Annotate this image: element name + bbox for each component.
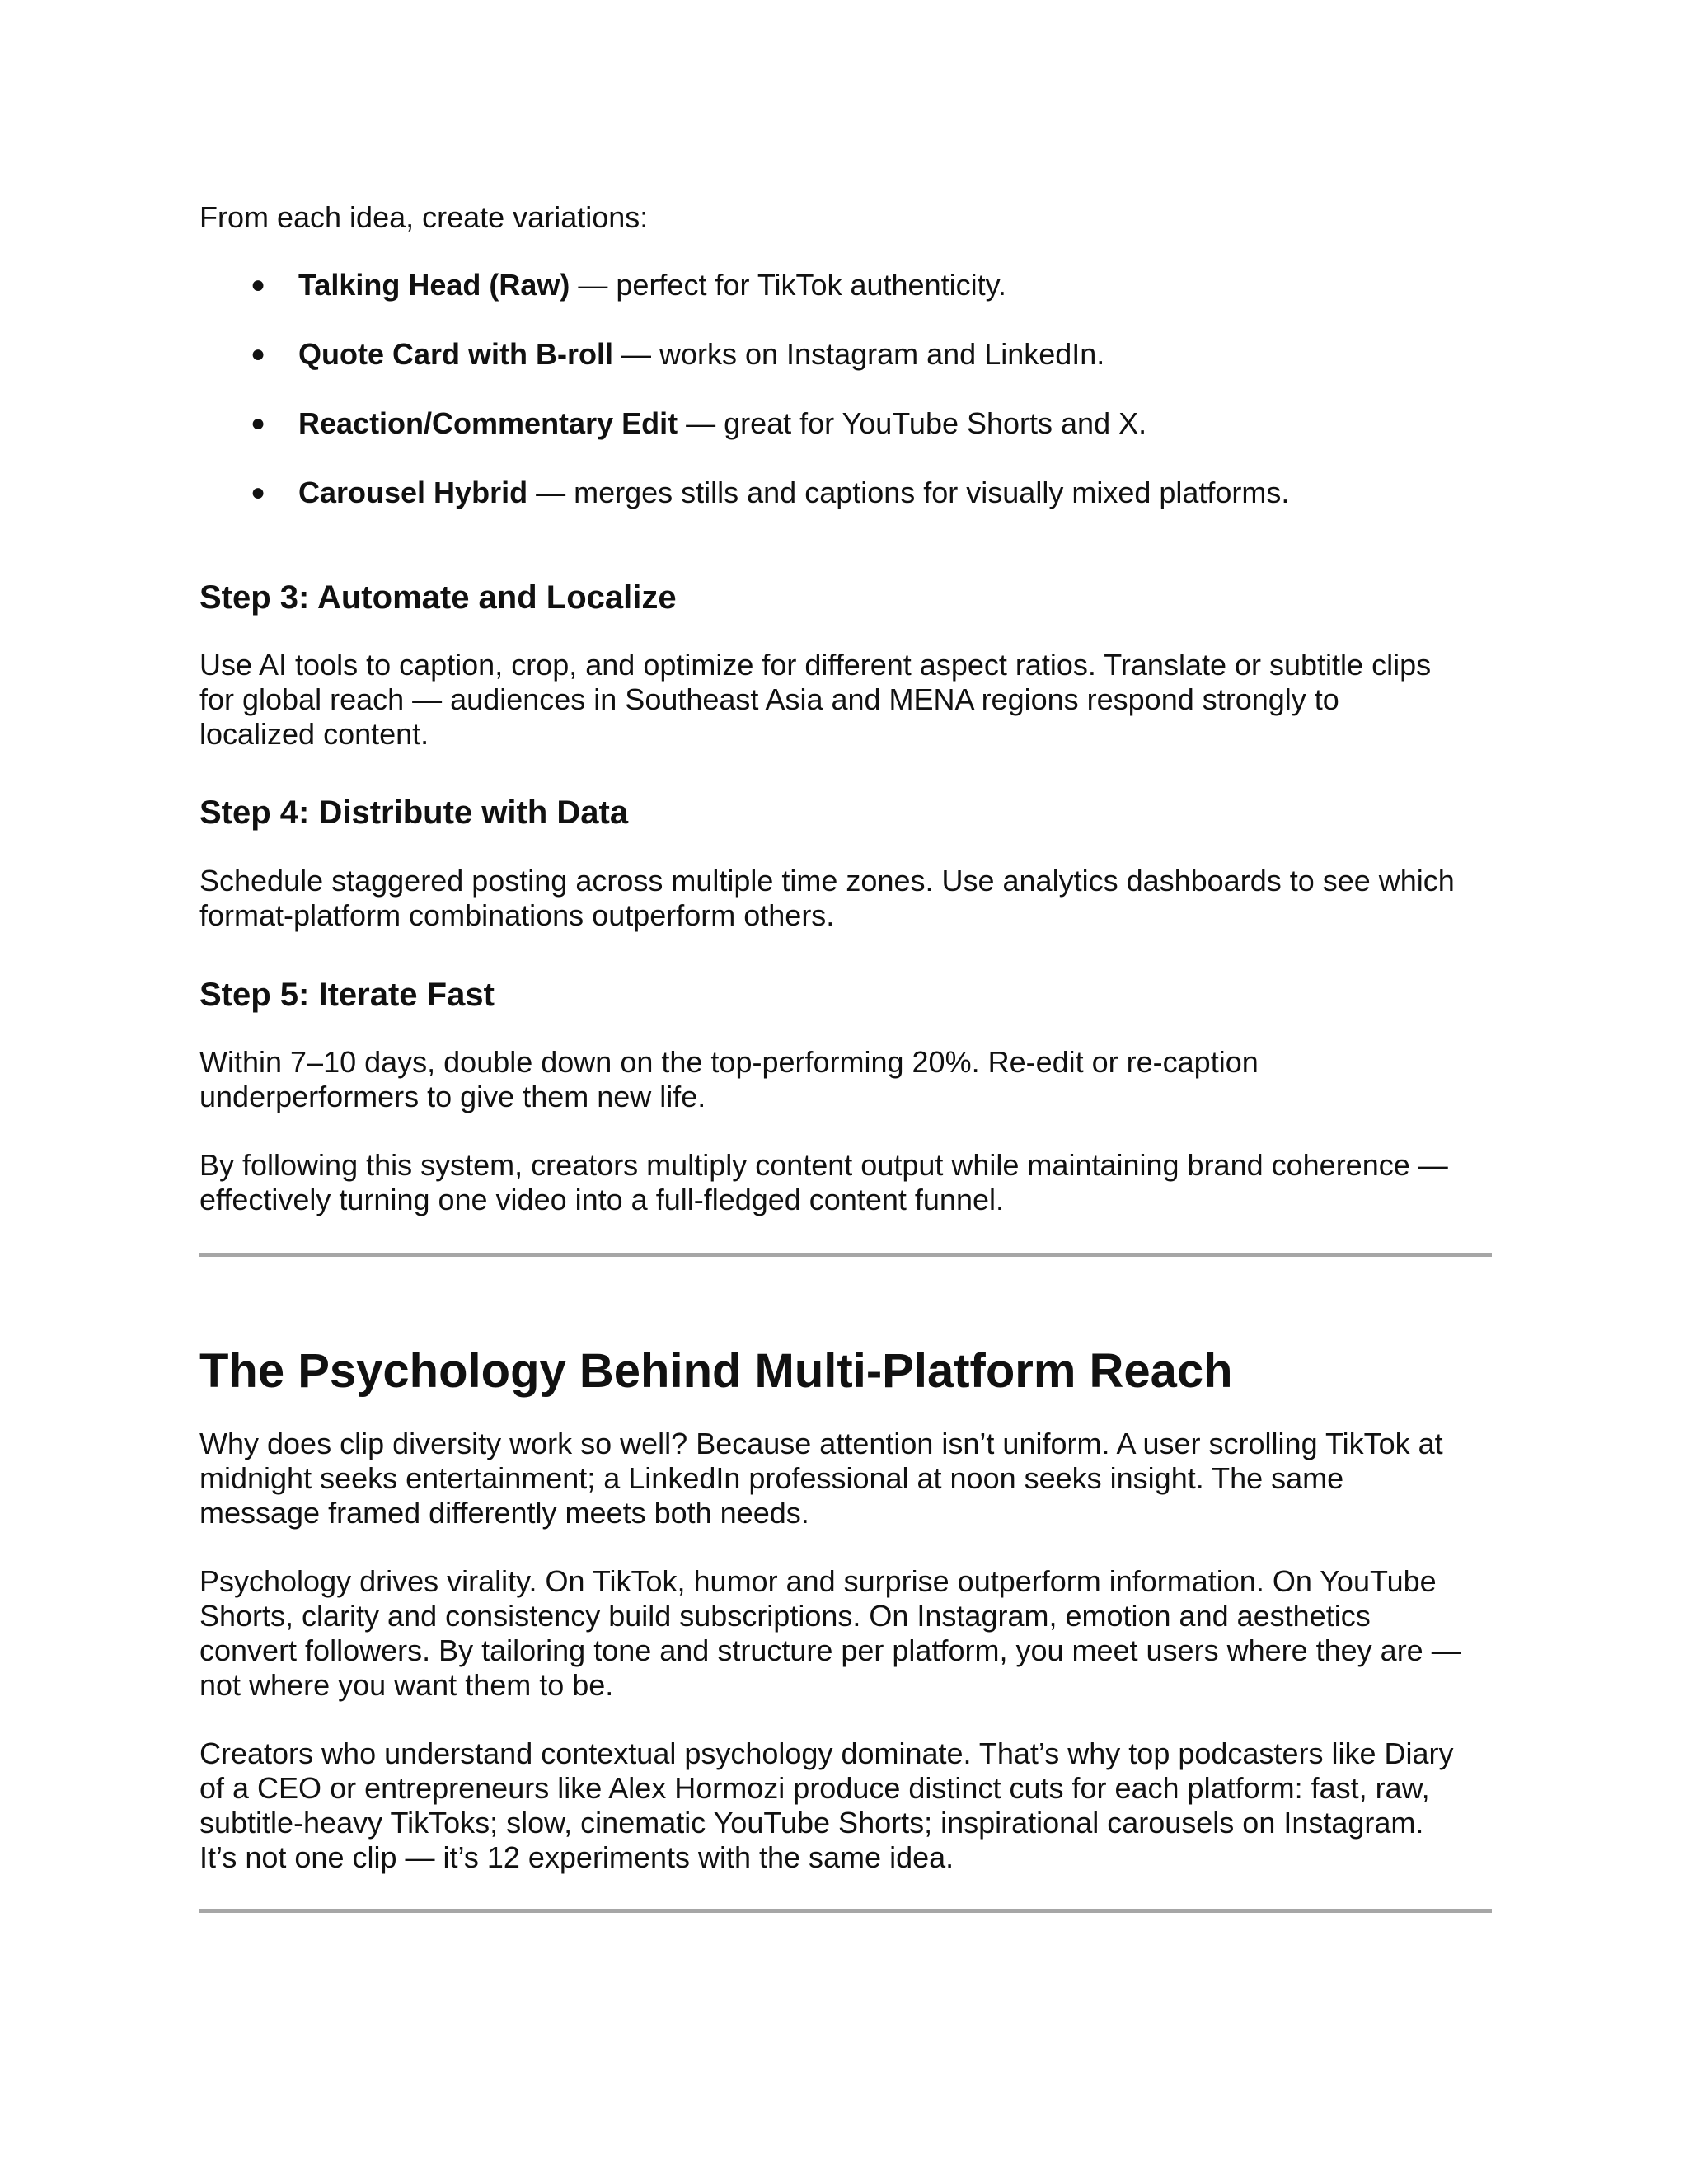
variations-list — [199, 268, 1289, 545]
variation-title: Carousel Hybrid — [298, 476, 528, 509]
text-line: message framed differently meets both needs. — [199, 1496, 809, 1530]
step5-paragraph — [199, 1045, 1492, 1114]
text-line: By following this system, creators multiply content output while maintaining brand coherence — — [199, 1148, 1448, 1182]
bullet-icon: ● — [251, 410, 266, 437]
text-line: It’s not one clip — it’s 12 experiments with the same idea. — [199, 1840, 954, 1874]
psychology-paragraph-3 — [199, 1736, 1492, 1875]
bullet-icon: ● — [251, 340, 266, 368]
list-item — [199, 476, 1289, 510]
psychology-paragraph-1 — [199, 1427, 1492, 1530]
step5-heading: Step 5: Iterate Fast — [199, 977, 495, 1013]
list-item — [199, 268, 1289, 302]
step3-paragraph — [199, 648, 1492, 752]
text-line: of a CEO or entrepreneurs like Alex Hormozi produce distinct cuts for each platform: fast, raw, — [199, 1771, 1430, 1805]
step3-heading: Step 3: Automate and Localize — [199, 579, 677, 616]
psychology-paragraph-2 — [199, 1564, 1492, 1703]
variation-title: Quote Card with B-roll — [298, 337, 613, 371]
text-line: convert followers. By tailoring tone and structure per platform, you meet users where they are — — [199, 1633, 1461, 1667]
section-divider — [199, 1253, 1492, 1257]
list-item — [199, 337, 1289, 372]
bullet-icon: ● — [251, 271, 266, 298]
text-line: Within 7–10 days, double down on the top-performing 20%. Re-edit or re-caption — [199, 1045, 1259, 1079]
variation-desc: — works on Instagram and LinkedIn. — [613, 337, 1105, 371]
step4-paragraph — [199, 864, 1492, 933]
variation-desc: — perfect for TikTok authenticity. — [570, 268, 1006, 302]
variation-desc: — great for YouTube Shorts and X. — [678, 406, 1147, 440]
text-line: Psychology drives virality. On TikTok, humor and surprise outperform information. On YouTube — [199, 1564, 1437, 1598]
step4-heading: Step 4: Distribute with Data — [199, 794, 629, 831]
text-line: effectively turning one video into a full-fledged content funnel. — [199, 1183, 1004, 1216]
text-line: Creators who understand contextual psychology dominate. That’s why top podcasters like Diary — [199, 1736, 1454, 1770]
intro-text: From each idea, create variations: — [199, 200, 649, 234]
section-heading: The Psychology Behind Multi-Platform Reach — [199, 1344, 1233, 1398]
text-line: not where you want them to be. — [199, 1668, 614, 1702]
text-line: Shorts, clarity and consistency build subscriptions. On Instagram, emotion and aesthetics — [199, 1599, 1371, 1633]
text-line: underperformers to give them new life. — [199, 1080, 706, 1113]
text-line: localized content. — [199, 717, 429, 751]
variation-title: Reaction/Commentary Edit — [298, 406, 678, 440]
summary-paragraph — [199, 1148, 1492, 1217]
text-line: Why does clip diversity work so well? Because attention isn’t uniform. A user scrolling TikTok at — [199, 1427, 1443, 1460]
text-line: format-platform combinations outperform others. — [199, 898, 835, 932]
bullet-icon: ● — [251, 479, 266, 506]
text-line: subtitle-heavy TikToks; slow, cinematic YouTube Shorts; inspirational carousels on Instagram. — [199, 1806, 1424, 1840]
list-item — [199, 406, 1289, 441]
text-line: Schedule staggered posting across multiple time zones. Use analytics dashboards to see which — [199, 864, 1455, 898]
text-line: for global reach — audiences in Southeast Asia and MENA regions respond strongly to — [199, 682, 1339, 716]
section-divider — [199, 1909, 1492, 1913]
variation-desc: — merges stills and captions for visually mixed platforms. — [528, 476, 1290, 509]
variation-title: Talking Head (Raw) — [298, 268, 570, 302]
text-line: midnight seeks entertainment; a LinkedIn professional at noon seeks insight. The same — [199, 1461, 1344, 1495]
text-line: Use AI tools to caption, crop, and optimize for different aspect ratios. Translate or subtitle clips — [199, 648, 1432, 682]
